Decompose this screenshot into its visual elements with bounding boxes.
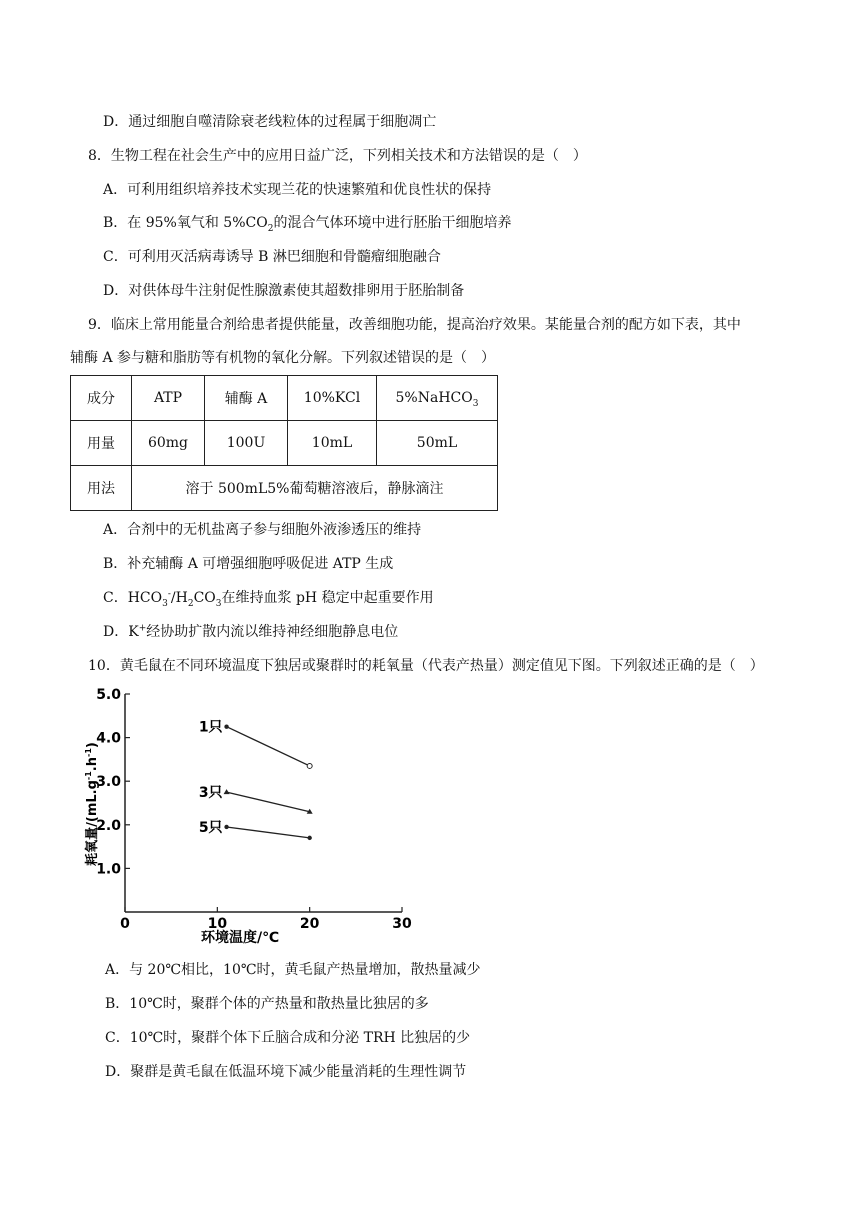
q8-option-c: C．可利用灭活病毒诱导 B 淋巴细胞和骨髓瘤细胞融合 xyxy=(103,249,441,265)
table-cell: 5%NaHCO$_3$ xyxy=(377,376,498,421)
series-line-2 xyxy=(227,792,310,812)
q9-option-d: D．K+经协助扩散内流以维持神经细胞静息电位 xyxy=(103,623,399,640)
series-label-1: 1只 xyxy=(198,719,223,736)
table-cell: 溶于 500mL5%葡萄糖溶液后，静脉滴注 xyxy=(132,466,498,511)
q9-option-c: C．$HCO_3^-/H_2CO_3$在维持血浆 pH 稳定中起重要作用 xyxy=(103,589,434,609)
q7-option-d: D．通过细胞自噬清除衰老线粒体的过程属于细胞凋亡 xyxy=(103,114,437,130)
q8-stem: 8．生物工程在社会生产中的应用日益广泛，下列相关技术和方法错误的是（ ） xyxy=(88,148,587,164)
table-row-usage xyxy=(71,466,498,511)
q8-option-d: D．对供体母牛注射促性腺激素使其超数排卵用于胚胎制备 xyxy=(103,283,465,299)
series-line-1 xyxy=(227,727,310,766)
x-tick-label: 0 xyxy=(120,916,130,932)
data-point xyxy=(307,763,312,768)
table-cell: 50mL xyxy=(377,421,498,466)
table-header-ingredient: 成分 xyxy=(71,376,132,421)
table-cell: 10mL xyxy=(288,421,377,466)
x-tick-label: 20 xyxy=(299,916,320,932)
table-row-ingredient xyxy=(71,376,498,421)
table-header-usage: 用法 xyxy=(71,466,132,511)
oxygen-consumption-chart xyxy=(70,680,430,950)
x-tick-label: 10 xyxy=(207,916,228,932)
q8-option-a: A．可利用组织培养技术实现兰花的快速繁殖和优良性状的保持 xyxy=(103,182,492,198)
x-tick-label: 30 xyxy=(392,916,412,932)
y-tick-label: 4.0 xyxy=(96,730,121,747)
q8-option-b: B．在 95%氧气和 $5\%CO_2$的混合气体环境中进行胚胎干细胞培养 xyxy=(103,215,512,234)
series-line-3 xyxy=(227,827,310,838)
q9-option-b: B．补充辅酶 A 可增强细胞呼吸促进 ATP 生成 xyxy=(103,556,394,572)
series-label-2: 3只 xyxy=(198,785,223,802)
q10-option-a: A．与 20℃相比，10℃时，黄毛鼠产热量增加，散热量减少 xyxy=(105,962,481,978)
q10-option-c: C．10℃时，聚群个体下丘脑合成和分泌 TRH 比独居的少 xyxy=(105,1030,471,1046)
q9-option-a: A．合剂中的无机盐离子参与细胞外液渗透压的维持 xyxy=(103,522,422,538)
y-axis-label: 耗氧量$/(mL.g^{-1}.h^{-1})$ xyxy=(84,742,100,866)
q9-stem-line1: 9．临床上常用能量合剂给患者提供能量，改善细胞功能，提高治疗效果。某能量合剂的配方如下表，其中 xyxy=(88,317,741,333)
table-cell: 10%KCl xyxy=(288,376,377,421)
x-axis-label: 环境温度/℃ xyxy=(200,930,280,946)
q10-option-b: B．10℃时，聚群个体的产热量和散热量比独居的多 xyxy=(105,996,429,1012)
table-cell: 60mg xyxy=(132,421,205,466)
y-tick-label: 5.0 xyxy=(96,687,121,703)
q10-stem: 10．黄毛鼠在不同环境温度下独居或聚群时的耗氧量（代表产热量）测定值见下图。下列叙述正确的是（ ） xyxy=(88,658,764,674)
table-cell: ATP xyxy=(132,376,205,421)
table-cell: 辅酶 A xyxy=(205,376,288,421)
data-point xyxy=(307,836,311,840)
y-tick-label: 1.0 xyxy=(96,861,121,878)
y-tick-label: 2.0 xyxy=(96,817,121,834)
data-point xyxy=(224,825,228,829)
table-cell: 100U xyxy=(205,421,288,466)
data-point xyxy=(224,789,230,794)
series-label-3: 5只 xyxy=(198,819,223,836)
table-row-dosage xyxy=(71,421,498,466)
q10-option-d: D．聚群是黄毛鼠在低温环境下减少能量消耗的生理性调节 xyxy=(105,1064,467,1080)
table-header-dosage: 用量 xyxy=(71,421,132,466)
q9-stem-line2: 辅酶 A 参与糖和脂肪等有机物的氧化分解。下列叙述错误的是（ ） xyxy=(70,350,496,366)
recipe-table xyxy=(70,375,498,511)
data-point xyxy=(224,725,228,729)
y-tick-label: 3.0 xyxy=(96,774,121,791)
